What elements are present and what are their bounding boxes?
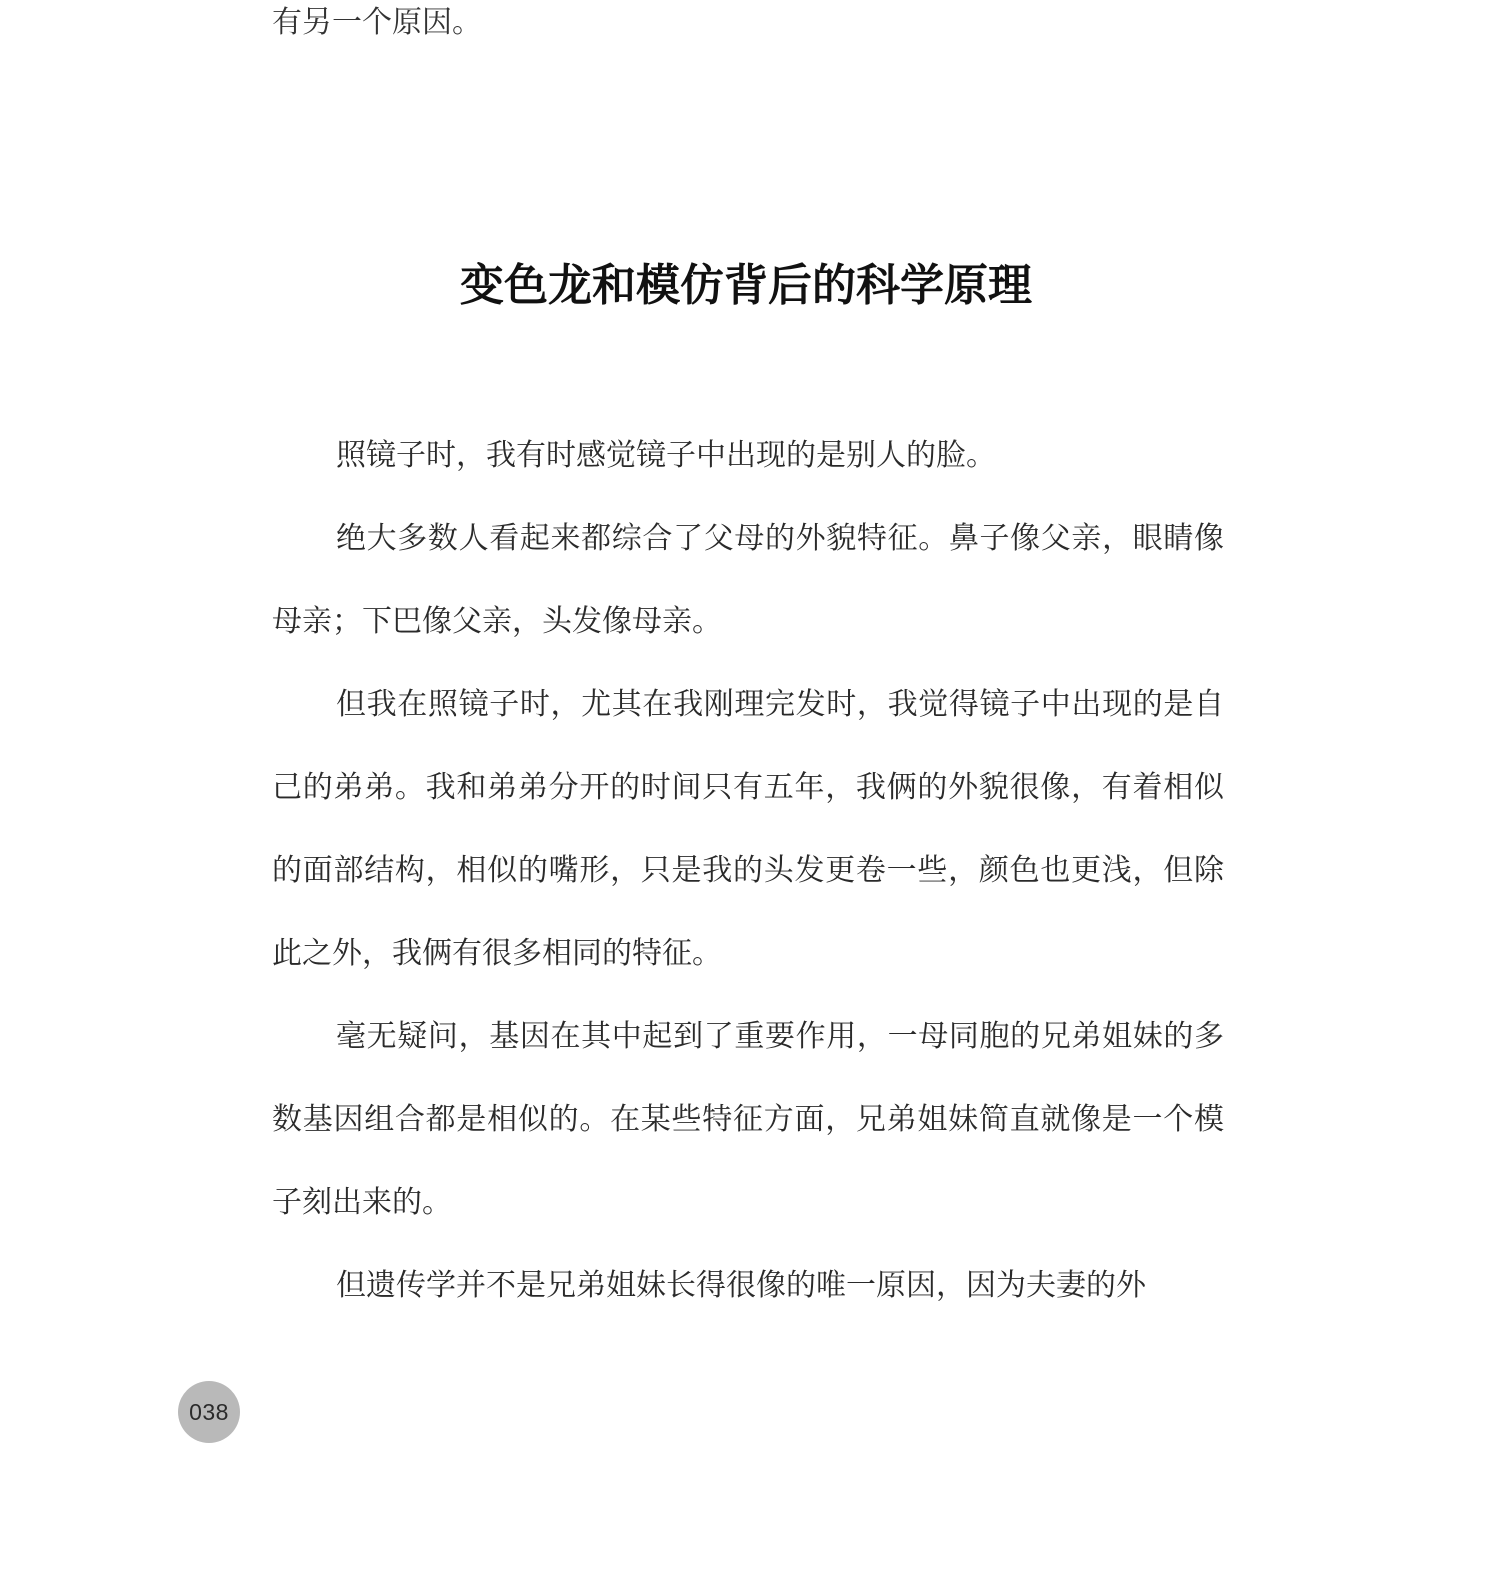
paragraph: 照镜子时，我有时感觉镜子中出现的是别人的脸。: [336, 438, 996, 473]
paragraph: 但遗传学并不是兄弟姐妹长得很像的唯一原因，因为夫妻的外: [336, 1268, 1146, 1303]
paragraph: 绝大多数人看起来都综合了父母的外貌特征。鼻子像父亲，眼睛像母亲；下巴像父亲，头发像母亲。: [272, 521, 1224, 639]
previous-section-text: 有另一个原因。: [272, 5, 482, 40]
paragraph: 但我在照镜子时，尤其在我刚理完发时，我觉得镜子中出现的是自己的弟弟。我和弟弟分开的时间只有五年，我俩的外貌很像，有着相似的面部结构，相似的嘴形，只是我的头发更卷一些，颜色也更浅，但除此之外，我俩有很多相同的特征。: [272, 687, 1224, 971]
paragraph: 毫无疑问，基因在其中起到了重要作用，一母同胞的兄弟姐妹的多数基因组合都是相似的。在某些特征方面，兄弟姐妹简直就像是一个模子刻出来的。: [272, 1019, 1224, 1220]
page-number: 038: [189, 1398, 229, 1425]
page-number-badge: [178, 1381, 240, 1443]
section-title: 变色龙和模仿背后的科学原理: [460, 260, 1032, 311]
body-text: [272, 414, 1224, 1327]
